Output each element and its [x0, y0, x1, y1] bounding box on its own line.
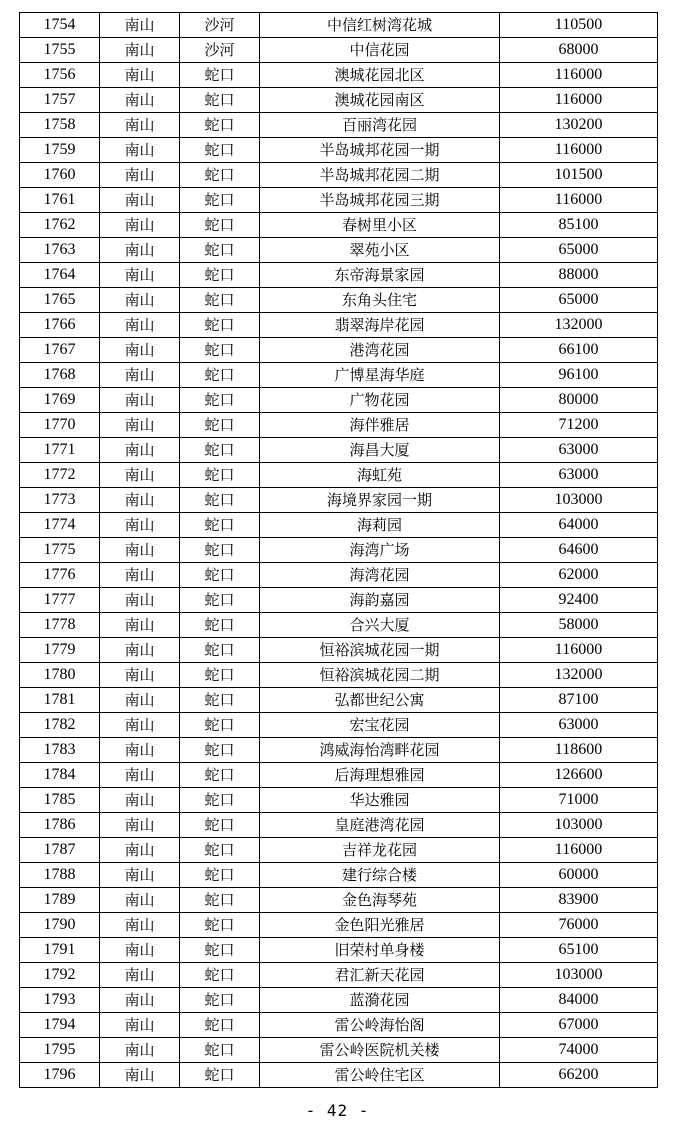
- cell-district: 南山: [100, 888, 180, 913]
- cell-estate-name: 吉祥龙花园: [260, 838, 500, 863]
- cell-estate-name: 中信花园: [260, 38, 500, 63]
- cell-area: 蛇口: [180, 388, 260, 413]
- table-row: [20, 238, 658, 263]
- cell-district: 南山: [100, 863, 180, 888]
- cell-serial-number: 1754: [20, 13, 100, 38]
- cell-price: 116000: [500, 838, 658, 863]
- cell-estate-name: 中信红树湾花城: [260, 13, 500, 38]
- cell-serial-number: 1758: [20, 113, 100, 138]
- cell-estate-name: 雷公岭医院机关楼: [260, 1038, 500, 1063]
- cell-estate-name: 海湾广场: [260, 538, 500, 563]
- table-row: [20, 38, 658, 63]
- cell-estate-name: 雷公岭住宅区: [260, 1063, 500, 1088]
- cell-estate-name: 翠苑小区: [260, 238, 500, 263]
- cell-serial-number: 1762: [20, 213, 100, 238]
- cell-estate-name: 雷公岭海怡阁: [260, 1013, 500, 1038]
- cell-price: 116000: [500, 638, 658, 663]
- table-row: [20, 813, 658, 838]
- table-row: [20, 363, 658, 388]
- cell-area: 蛇口: [180, 913, 260, 938]
- table-row: [20, 63, 658, 88]
- cell-price: 92400: [500, 588, 658, 613]
- cell-price: 63000: [500, 713, 658, 738]
- table-row: [20, 563, 658, 588]
- cell-serial-number: 1773: [20, 488, 100, 513]
- cell-estate-name: 澳城花园北区: [260, 63, 500, 88]
- cell-price: 62000: [500, 563, 658, 588]
- cell-serial-number: 1776: [20, 563, 100, 588]
- cell-price: 60000: [500, 863, 658, 888]
- cell-district: 南山: [100, 313, 180, 338]
- cell-price: 116000: [500, 188, 658, 213]
- cell-area: 蛇口: [180, 638, 260, 663]
- cell-area: 蛇口: [180, 263, 260, 288]
- cell-estate-name: 君汇新天花园: [260, 963, 500, 988]
- cell-serial-number: 1756: [20, 63, 100, 88]
- table-row: [20, 838, 658, 863]
- table-row: [20, 88, 658, 113]
- cell-serial-number: 1795: [20, 1038, 100, 1063]
- cell-price: 101500: [500, 163, 658, 188]
- cell-district: 南山: [100, 63, 180, 88]
- cell-district: 南山: [100, 963, 180, 988]
- cell-district: 南山: [100, 738, 180, 763]
- cell-area: 蛇口: [180, 463, 260, 488]
- cell-price: 58000: [500, 613, 658, 638]
- cell-serial-number: 1783: [20, 738, 100, 763]
- cell-price: 84000: [500, 988, 658, 1013]
- cell-district: 南山: [100, 138, 180, 163]
- cell-district: 南山: [100, 663, 180, 688]
- cell-estate-name: 海韵嘉园: [260, 588, 500, 613]
- price-table: [19, 12, 658, 1088]
- cell-estate-name: 金色海琴苑: [260, 888, 500, 913]
- table-row: [20, 663, 658, 688]
- cell-price: 132000: [500, 663, 658, 688]
- table-row: [20, 888, 658, 913]
- cell-area: 蛇口: [180, 938, 260, 963]
- cell-serial-number: 1761: [20, 188, 100, 213]
- table-row: [20, 788, 658, 813]
- cell-area: 蛇口: [180, 213, 260, 238]
- cell-price: 110500: [500, 13, 658, 38]
- table-row: [20, 988, 658, 1013]
- table-row: [20, 213, 658, 238]
- cell-price: 66200: [500, 1063, 658, 1088]
- cell-price: 103000: [500, 963, 658, 988]
- cell-district: 南山: [100, 338, 180, 363]
- cell-area: 蛇口: [180, 988, 260, 1013]
- cell-price: 74000: [500, 1038, 658, 1063]
- cell-area: 蛇口: [180, 738, 260, 763]
- cell-serial-number: 1766: [20, 313, 100, 338]
- cell-area: 蛇口: [180, 438, 260, 463]
- cell-estate-name: 海莉园: [260, 513, 500, 538]
- cell-district: 南山: [100, 163, 180, 188]
- table-row: [20, 938, 658, 963]
- table-row: [20, 1063, 658, 1088]
- table-row: [20, 263, 658, 288]
- cell-district: 南山: [100, 613, 180, 638]
- cell-district: 南山: [100, 713, 180, 738]
- cell-district: 南山: [100, 463, 180, 488]
- cell-price: 116000: [500, 63, 658, 88]
- cell-price: 71200: [500, 413, 658, 438]
- cell-price: 96100: [500, 363, 658, 388]
- cell-district: 南山: [100, 913, 180, 938]
- cell-district: 南山: [100, 538, 180, 563]
- cell-serial-number: 1791: [20, 938, 100, 963]
- cell-estate-name: 半岛城邦花园二期: [260, 163, 500, 188]
- cell-serial-number: 1785: [20, 788, 100, 813]
- cell-price: 65000: [500, 238, 658, 263]
- cell-estate-name: 海虹苑: [260, 463, 500, 488]
- cell-serial-number: 1784: [20, 763, 100, 788]
- cell-estate-name: 半岛城邦花园三期: [260, 188, 500, 213]
- table-row: [20, 463, 658, 488]
- cell-area: 蛇口: [180, 363, 260, 388]
- cell-area: 蛇口: [180, 288, 260, 313]
- cell-price: 103000: [500, 488, 658, 513]
- cell-district: 南山: [100, 88, 180, 113]
- table-row: [20, 538, 658, 563]
- cell-estate-name: 恒裕滨城花园一期: [260, 638, 500, 663]
- cell-estate-name: 海湾花园: [260, 563, 500, 588]
- cell-estate-name: 春树里小区: [260, 213, 500, 238]
- cell-estate-name: 蓝漪花园: [260, 988, 500, 1013]
- table-row: [20, 138, 658, 163]
- cell-serial-number: 1759: [20, 138, 100, 163]
- cell-price: 130200: [500, 113, 658, 138]
- cell-district: 南山: [100, 1038, 180, 1063]
- cell-price: 103000: [500, 813, 658, 838]
- cell-area: 蛇口: [180, 1038, 260, 1063]
- cell-estate-name: 建行综合楼: [260, 863, 500, 888]
- cell-area: 蛇口: [180, 888, 260, 913]
- cell-estate-name: 宏宝花园: [260, 713, 500, 738]
- cell-serial-number: 1770: [20, 413, 100, 438]
- cell-estate-name: 鸿威海怡湾畔花园: [260, 738, 500, 763]
- cell-area: 蛇口: [180, 813, 260, 838]
- cell-price: 66100: [500, 338, 658, 363]
- cell-area: 蛇口: [180, 613, 260, 638]
- cell-area: 蛇口: [180, 238, 260, 263]
- cell-serial-number: 1786: [20, 813, 100, 838]
- cell-serial-number: 1780: [20, 663, 100, 688]
- cell-district: 南山: [100, 588, 180, 613]
- cell-price: 116000: [500, 138, 658, 163]
- cell-area: 蛇口: [180, 488, 260, 513]
- cell-district: 南山: [100, 413, 180, 438]
- cell-estate-name: 广物花园: [260, 388, 500, 413]
- cell-serial-number: 1796: [20, 1063, 100, 1088]
- cell-estate-name: 弘都世纪公寓: [260, 688, 500, 713]
- cell-district: 南山: [100, 238, 180, 263]
- cell-area: 蛇口: [180, 663, 260, 688]
- cell-serial-number: 1760: [20, 163, 100, 188]
- cell-price: 132000: [500, 313, 658, 338]
- table-row: [20, 113, 658, 138]
- cell-serial-number: 1772: [20, 463, 100, 488]
- cell-serial-number: 1769: [20, 388, 100, 413]
- cell-area: 蛇口: [180, 138, 260, 163]
- table-body: [20, 13, 658, 1088]
- cell-price: 76000: [500, 913, 658, 938]
- cell-price: 63000: [500, 438, 658, 463]
- table-row: [20, 338, 658, 363]
- cell-district: 南山: [100, 388, 180, 413]
- cell-estate-name: 金色阳光雅居: [260, 913, 500, 938]
- cell-district: 南山: [100, 1063, 180, 1088]
- cell-area: 蛇口: [180, 588, 260, 613]
- cell-estate-name: 海境界家园一期: [260, 488, 500, 513]
- cell-district: 南山: [100, 563, 180, 588]
- cell-district: 南山: [100, 488, 180, 513]
- cell-serial-number: 1790: [20, 913, 100, 938]
- cell-price: 118600: [500, 738, 658, 763]
- cell-district: 南山: [100, 363, 180, 388]
- cell-price: 80000: [500, 388, 658, 413]
- cell-estate-name: 皇庭港湾花园: [260, 813, 500, 838]
- cell-estate-name: 百丽湾花园: [260, 113, 500, 138]
- cell-estate-name: 翡翠海岸花园: [260, 313, 500, 338]
- table-row: [20, 488, 658, 513]
- cell-district: 南山: [100, 113, 180, 138]
- cell-serial-number: 1779: [20, 638, 100, 663]
- table-row: [20, 188, 658, 213]
- cell-district: 南山: [100, 188, 180, 213]
- table-row: [20, 1013, 658, 1038]
- cell-serial-number: 1757: [20, 88, 100, 113]
- cell-serial-number: 1789: [20, 888, 100, 913]
- cell-price: 71000: [500, 788, 658, 813]
- table-row: [20, 163, 658, 188]
- table-row: [20, 963, 658, 988]
- cell-area: 蛇口: [180, 113, 260, 138]
- cell-estate-name: 海伴雅居: [260, 413, 500, 438]
- cell-serial-number: 1781: [20, 688, 100, 713]
- cell-area: 蛇口: [180, 538, 260, 563]
- cell-price: 64000: [500, 513, 658, 538]
- cell-price: 116000: [500, 88, 658, 113]
- cell-estate-name: 东帝海景家园: [260, 263, 500, 288]
- cell-estate-name: 后海理想雅园: [260, 763, 500, 788]
- cell-price: 68000: [500, 38, 658, 63]
- table-row: [20, 713, 658, 738]
- cell-estate-name: 半岛城邦花园一期: [260, 138, 500, 163]
- cell-area: 蛇口: [180, 1063, 260, 1088]
- table-row: [20, 638, 658, 663]
- cell-district: 南山: [100, 838, 180, 863]
- cell-price: 88000: [500, 263, 658, 288]
- cell-area: 沙河: [180, 13, 260, 38]
- cell-area: 沙河: [180, 38, 260, 63]
- cell-price: 64600: [500, 538, 658, 563]
- cell-area: 蛇口: [180, 1013, 260, 1038]
- table-row: [20, 388, 658, 413]
- cell-district: 南山: [100, 813, 180, 838]
- cell-district: 南山: [100, 513, 180, 538]
- cell-area: 蛇口: [180, 838, 260, 863]
- cell-area: 蛇口: [180, 788, 260, 813]
- table-row: [20, 288, 658, 313]
- cell-serial-number: 1765: [20, 288, 100, 313]
- cell-estate-name: 澳城花园南区: [260, 88, 500, 113]
- table-row: [20, 413, 658, 438]
- table-row: [20, 513, 658, 538]
- table-row: [20, 738, 658, 763]
- cell-serial-number: 1787: [20, 838, 100, 863]
- cell-estate-name: 恒裕滨城花园二期: [260, 663, 500, 688]
- cell-district: 南山: [100, 263, 180, 288]
- table-row: [20, 313, 658, 338]
- cell-estate-name: 合兴大厦: [260, 613, 500, 638]
- cell-serial-number: 1788: [20, 863, 100, 888]
- cell-estate-name: 旧荣村单身楼: [260, 938, 500, 963]
- cell-district: 南山: [100, 638, 180, 663]
- cell-price: 65100: [500, 938, 658, 963]
- cell-estate-name: 东角头住宅: [260, 288, 500, 313]
- cell-serial-number: 1775: [20, 538, 100, 563]
- cell-area: 蛇口: [180, 863, 260, 888]
- table-row: [20, 688, 658, 713]
- cell-serial-number: 1763: [20, 238, 100, 263]
- cell-district: 南山: [100, 788, 180, 813]
- cell-serial-number: 1777: [20, 588, 100, 613]
- cell-serial-number: 1771: [20, 438, 100, 463]
- cell-area: 蛇口: [180, 88, 260, 113]
- cell-area: 蛇口: [180, 713, 260, 738]
- cell-area: 蛇口: [180, 563, 260, 588]
- cell-district: 南山: [100, 938, 180, 963]
- cell-price: 65000: [500, 288, 658, 313]
- cell-serial-number: 1755: [20, 38, 100, 63]
- cell-district: 南山: [100, 38, 180, 63]
- cell-price: 87100: [500, 688, 658, 713]
- cell-district: 南山: [100, 13, 180, 38]
- page-number: - 42 -: [305, 1101, 370, 1120]
- cell-estate-name: 广博星海华庭: [260, 363, 500, 388]
- table-row: [20, 863, 658, 888]
- cell-district: 南山: [100, 288, 180, 313]
- table-row: [20, 588, 658, 613]
- cell-serial-number: 1778: [20, 613, 100, 638]
- cell-district: 南山: [100, 1013, 180, 1038]
- cell-district: 南山: [100, 213, 180, 238]
- table-row: [20, 913, 658, 938]
- cell-serial-number: 1767: [20, 338, 100, 363]
- cell-district: 南山: [100, 988, 180, 1013]
- table-row: [20, 13, 658, 38]
- cell-area: 蛇口: [180, 63, 260, 88]
- cell-price: 63000: [500, 463, 658, 488]
- table-row: [20, 438, 658, 463]
- cell-serial-number: 1768: [20, 363, 100, 388]
- cell-serial-number: 1782: [20, 713, 100, 738]
- cell-serial-number: 1764: [20, 263, 100, 288]
- cell-area: 蛇口: [180, 188, 260, 213]
- cell-price: 83900: [500, 888, 658, 913]
- cell-area: 蛇口: [180, 413, 260, 438]
- table-row: [20, 763, 658, 788]
- cell-district: 南山: [100, 688, 180, 713]
- cell-area: 蛇口: [180, 763, 260, 788]
- cell-area: 蛇口: [180, 513, 260, 538]
- cell-district: 南山: [100, 763, 180, 788]
- cell-estate-name: 海昌大厦: [260, 438, 500, 463]
- cell-estate-name: 华达雅园: [260, 788, 500, 813]
- cell-area: 蛇口: [180, 688, 260, 713]
- cell-area: 蛇口: [180, 338, 260, 363]
- cell-price: 85100: [500, 213, 658, 238]
- cell-district: 南山: [100, 438, 180, 463]
- cell-price: 126600: [500, 763, 658, 788]
- table-row: [20, 613, 658, 638]
- cell-estate-name: 港湾花园: [260, 338, 500, 363]
- cell-serial-number: 1793: [20, 988, 100, 1013]
- cell-area: 蛇口: [180, 163, 260, 188]
- cell-area: 蛇口: [180, 963, 260, 988]
- cell-price: 67000: [500, 1013, 658, 1038]
- cell-area: 蛇口: [180, 313, 260, 338]
- cell-serial-number: 1794: [20, 1013, 100, 1038]
- cell-serial-number: 1774: [20, 513, 100, 538]
- table-row: [20, 1038, 658, 1063]
- cell-serial-number: 1792: [20, 963, 100, 988]
